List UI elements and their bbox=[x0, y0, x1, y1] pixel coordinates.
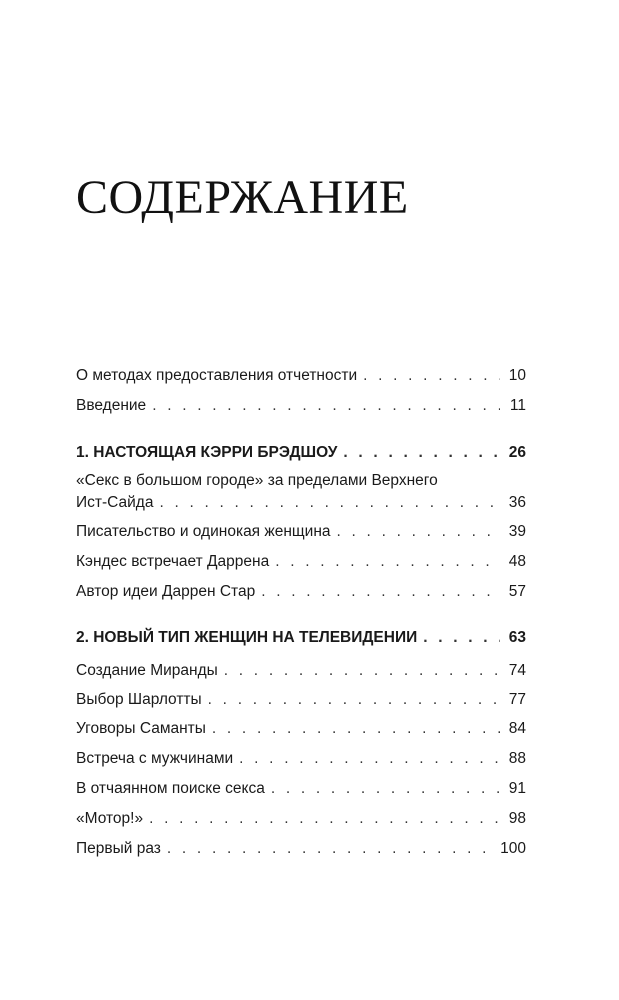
toc-chapter-label: 1. НАСТОЯЩАЯ КЭРРИ БРЭДШОУ bbox=[76, 444, 338, 461]
toc-entry bbox=[76, 660, 526, 682]
dot-leader bbox=[271, 778, 500, 800]
toc-entry-page: 36 bbox=[508, 494, 526, 511]
dot-leader bbox=[167, 838, 494, 860]
toc-entry bbox=[76, 778, 526, 800]
toc-chapter-page: 26 bbox=[508, 444, 526, 461]
toc-entry bbox=[76, 838, 526, 860]
toc-entry-label: Писательство и одинокая женщина bbox=[76, 523, 331, 540]
toc-entry-page: 10 bbox=[508, 367, 526, 384]
dot-leader bbox=[343, 442, 500, 464]
toc-entry-page: 74 bbox=[508, 662, 526, 679]
toc-entry bbox=[76, 521, 526, 543]
toc-entry-label: Кэндес встречает Даррена bbox=[76, 553, 270, 570]
dot-leader bbox=[208, 689, 500, 711]
toc-entry-label: Уговоры Саманты bbox=[76, 720, 206, 737]
toc-chapter-page: 63 bbox=[508, 629, 526, 646]
toc-entry-page: 91 bbox=[508, 780, 526, 797]
toc-entry bbox=[76, 365, 526, 387]
toc-entry bbox=[76, 492, 526, 514]
dot-leader bbox=[275, 551, 500, 573]
toc-entry-label: «Мотор!» bbox=[76, 810, 144, 827]
toc-entry-label: Ист-Сайда bbox=[76, 494, 154, 511]
toc-entry-page: 39 bbox=[508, 523, 526, 540]
dot-leader bbox=[149, 808, 500, 830]
toc-entry-page: 88 bbox=[508, 750, 526, 767]
toc-entry-page: 98 bbox=[508, 810, 526, 827]
toc-entry-label: Первый раз bbox=[76, 840, 161, 857]
toc-entry-label: Введение bbox=[76, 397, 147, 414]
dot-leader bbox=[159, 492, 500, 514]
dot-leader bbox=[239, 748, 500, 770]
toc-entry-label: Создание Миранды bbox=[76, 662, 218, 679]
toc-entry bbox=[76, 581, 526, 603]
toc-entry-wrapped-line: «Секс в большом городе» за пределами Верхнего bbox=[76, 472, 438, 489]
toc-entry-label: В отчаянном поиске секса bbox=[76, 780, 265, 797]
dot-leader bbox=[423, 627, 500, 649]
toc-chapter-heading bbox=[76, 627, 526, 649]
toc-entry-page: 100 bbox=[500, 840, 526, 857]
toc-entry bbox=[76, 808, 526, 830]
toc-entry-label: Автор идеи Даррен Стар bbox=[76, 583, 256, 600]
toc-entry-page: 48 bbox=[508, 553, 526, 570]
toc-entry bbox=[76, 748, 526, 770]
toc-chapter-heading bbox=[76, 442, 526, 464]
dot-leader bbox=[212, 718, 500, 740]
toc-entry-page: 84 bbox=[508, 720, 526, 737]
toc-entry-label: Встреча с мужчинами bbox=[76, 750, 234, 767]
toc-entry bbox=[76, 395, 526, 417]
toc-entry bbox=[76, 551, 526, 573]
toc-entry-page: 11 bbox=[509, 397, 526, 414]
dot-leader bbox=[224, 660, 500, 682]
toc-entry-page: 77 bbox=[508, 691, 526, 708]
dot-leader bbox=[363, 365, 500, 387]
toc-entry bbox=[76, 689, 526, 711]
toc-entry-label: Выбор Шарлотты bbox=[76, 691, 202, 708]
dot-leader bbox=[261, 581, 500, 603]
toc-entry-label: О методах предоставления отчетности bbox=[76, 367, 358, 384]
dot-leader bbox=[152, 395, 500, 417]
toc-entry-page: 57 bbox=[508, 583, 526, 600]
toc-entry bbox=[76, 718, 526, 740]
page-title: СОДЕРЖАНИЕ bbox=[76, 171, 409, 224]
dot-leader bbox=[337, 521, 500, 543]
toc-chapter-label: 2. НОВЫЙ ТИП ЖЕНЩИН НА ТЕЛЕВИДЕНИИ bbox=[76, 629, 418, 646]
